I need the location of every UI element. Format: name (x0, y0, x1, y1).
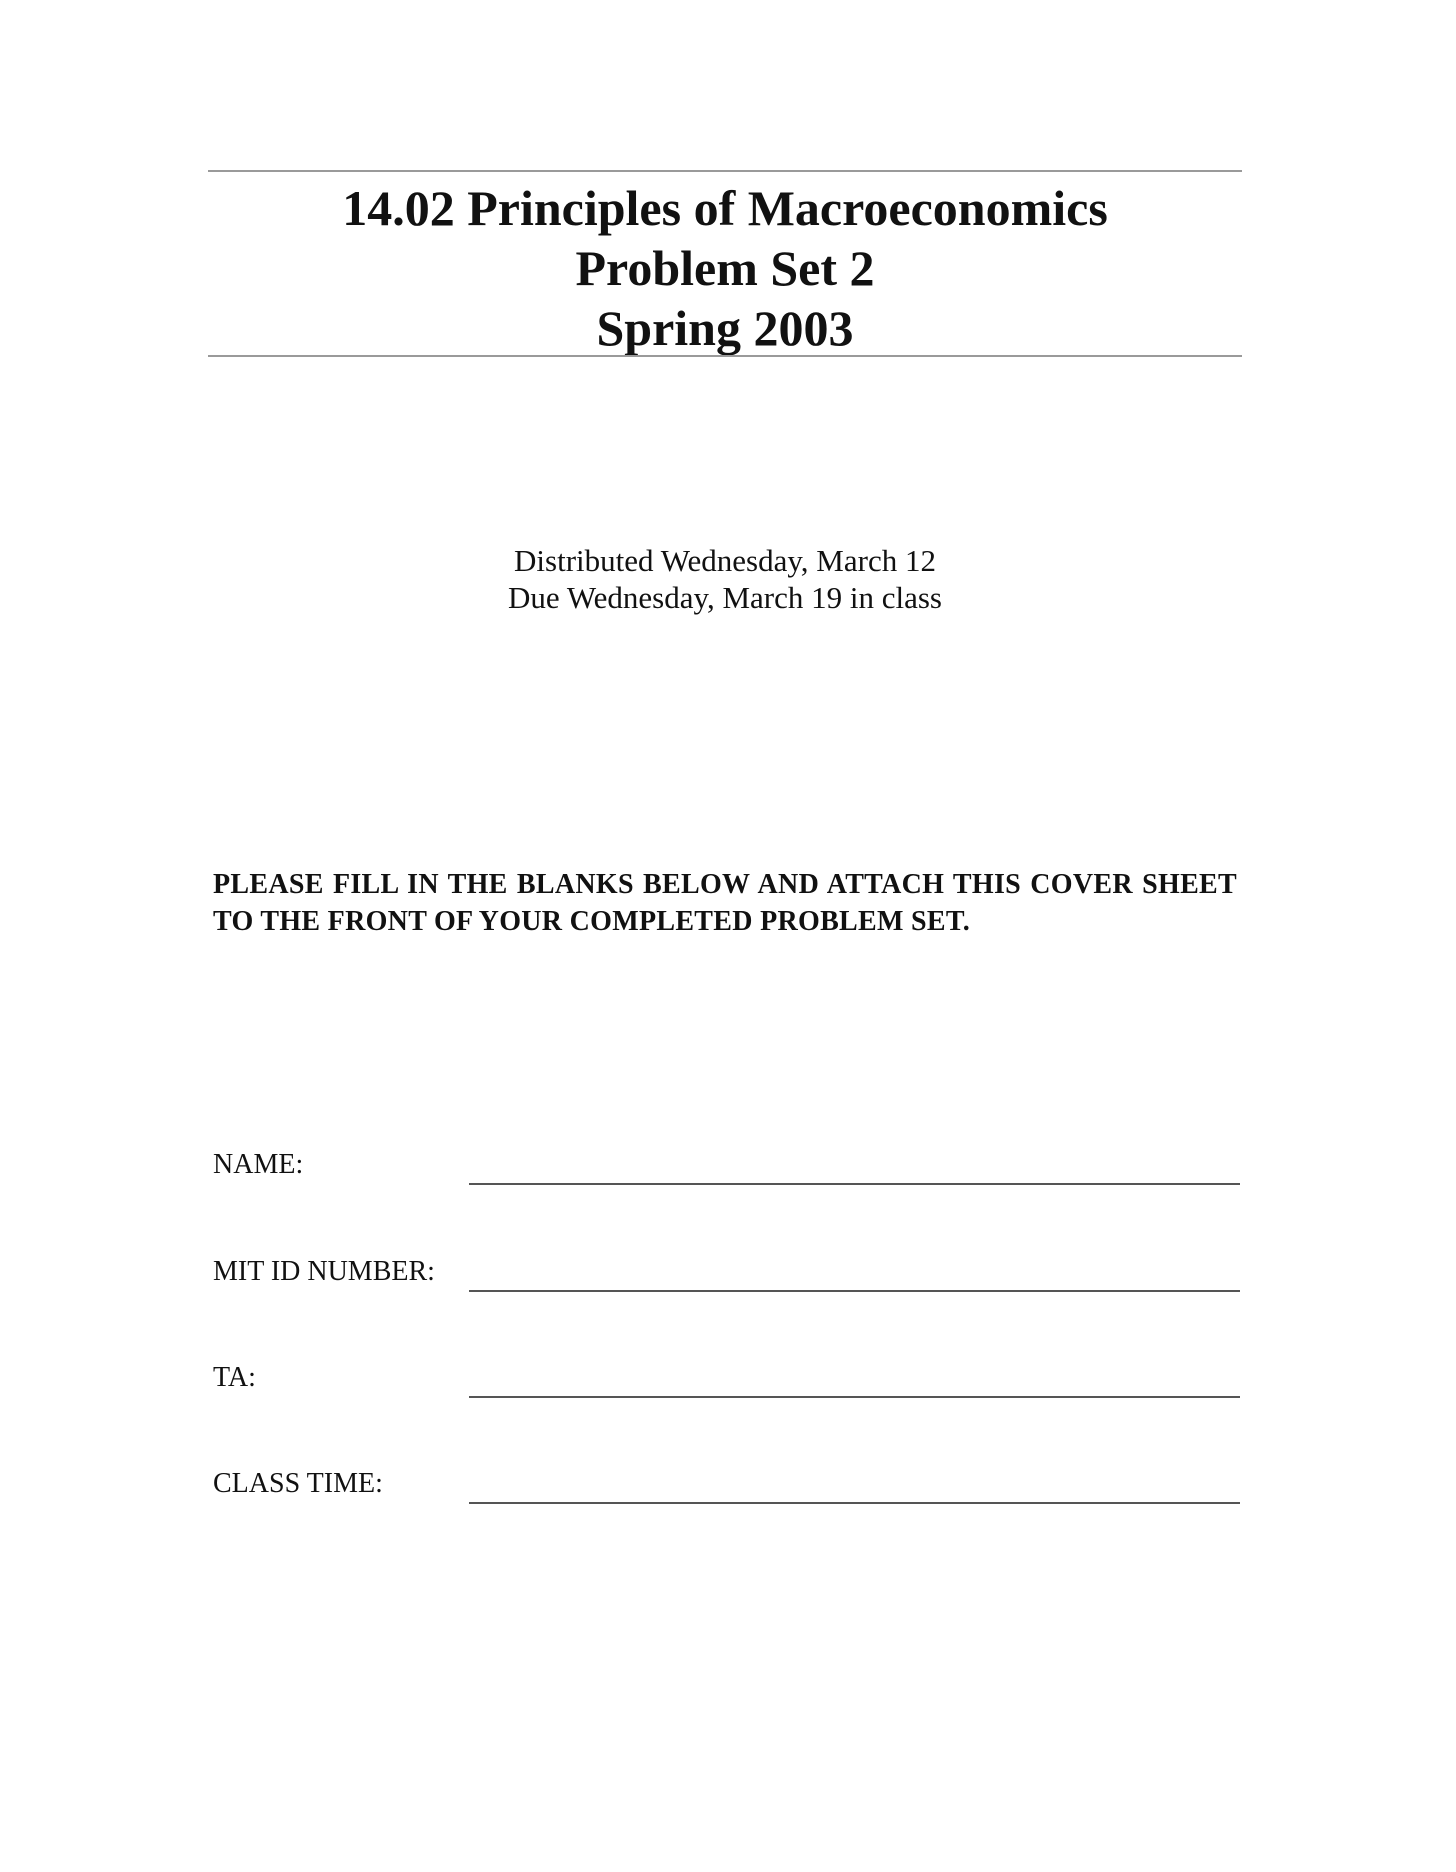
document-title-block (208, 178, 1242, 358)
term-title: Spring 2003 (596, 300, 854, 356)
due-date: Due Wednesday, March 19 in class (508, 580, 942, 615)
ta-field (213, 1354, 1240, 1398)
mit-id-label: MIT ID NUMBER: (213, 1256, 435, 1287)
course-title: 14.02 Principles of Macroeconomics (342, 180, 1108, 236)
class-time-field (213, 1460, 1240, 1504)
distributed-date: Distributed Wednesday, March 12 (514, 543, 936, 578)
name-blank[interactable] (469, 1183, 1240, 1185)
cover-sheet-instructions: PLEASE FILL IN THE BLANKS BELOW AND ATTACH THIS COVER SHEET TO THE FRONT OF YOUR COMPLETED PROBLEM SET. (213, 869, 1237, 937)
class-time-blank[interactable] (469, 1502, 1240, 1504)
dates-block (208, 542, 1242, 616)
mit-id-field (213, 1248, 1240, 1292)
header-top-rule (208, 170, 1242, 172)
name-field (213, 1141, 1240, 1185)
class-time-label: CLASS TIME: (213, 1468, 383, 1499)
name-label: NAME: (213, 1149, 304, 1180)
mit-id-blank[interactable] (469, 1290, 1240, 1292)
ta-blank[interactable] (469, 1396, 1240, 1398)
assignment-title: Problem Set 2 (575, 240, 875, 296)
ta-label: TA: (213, 1362, 256, 1393)
header-bottom-rule (208, 355, 1242, 357)
